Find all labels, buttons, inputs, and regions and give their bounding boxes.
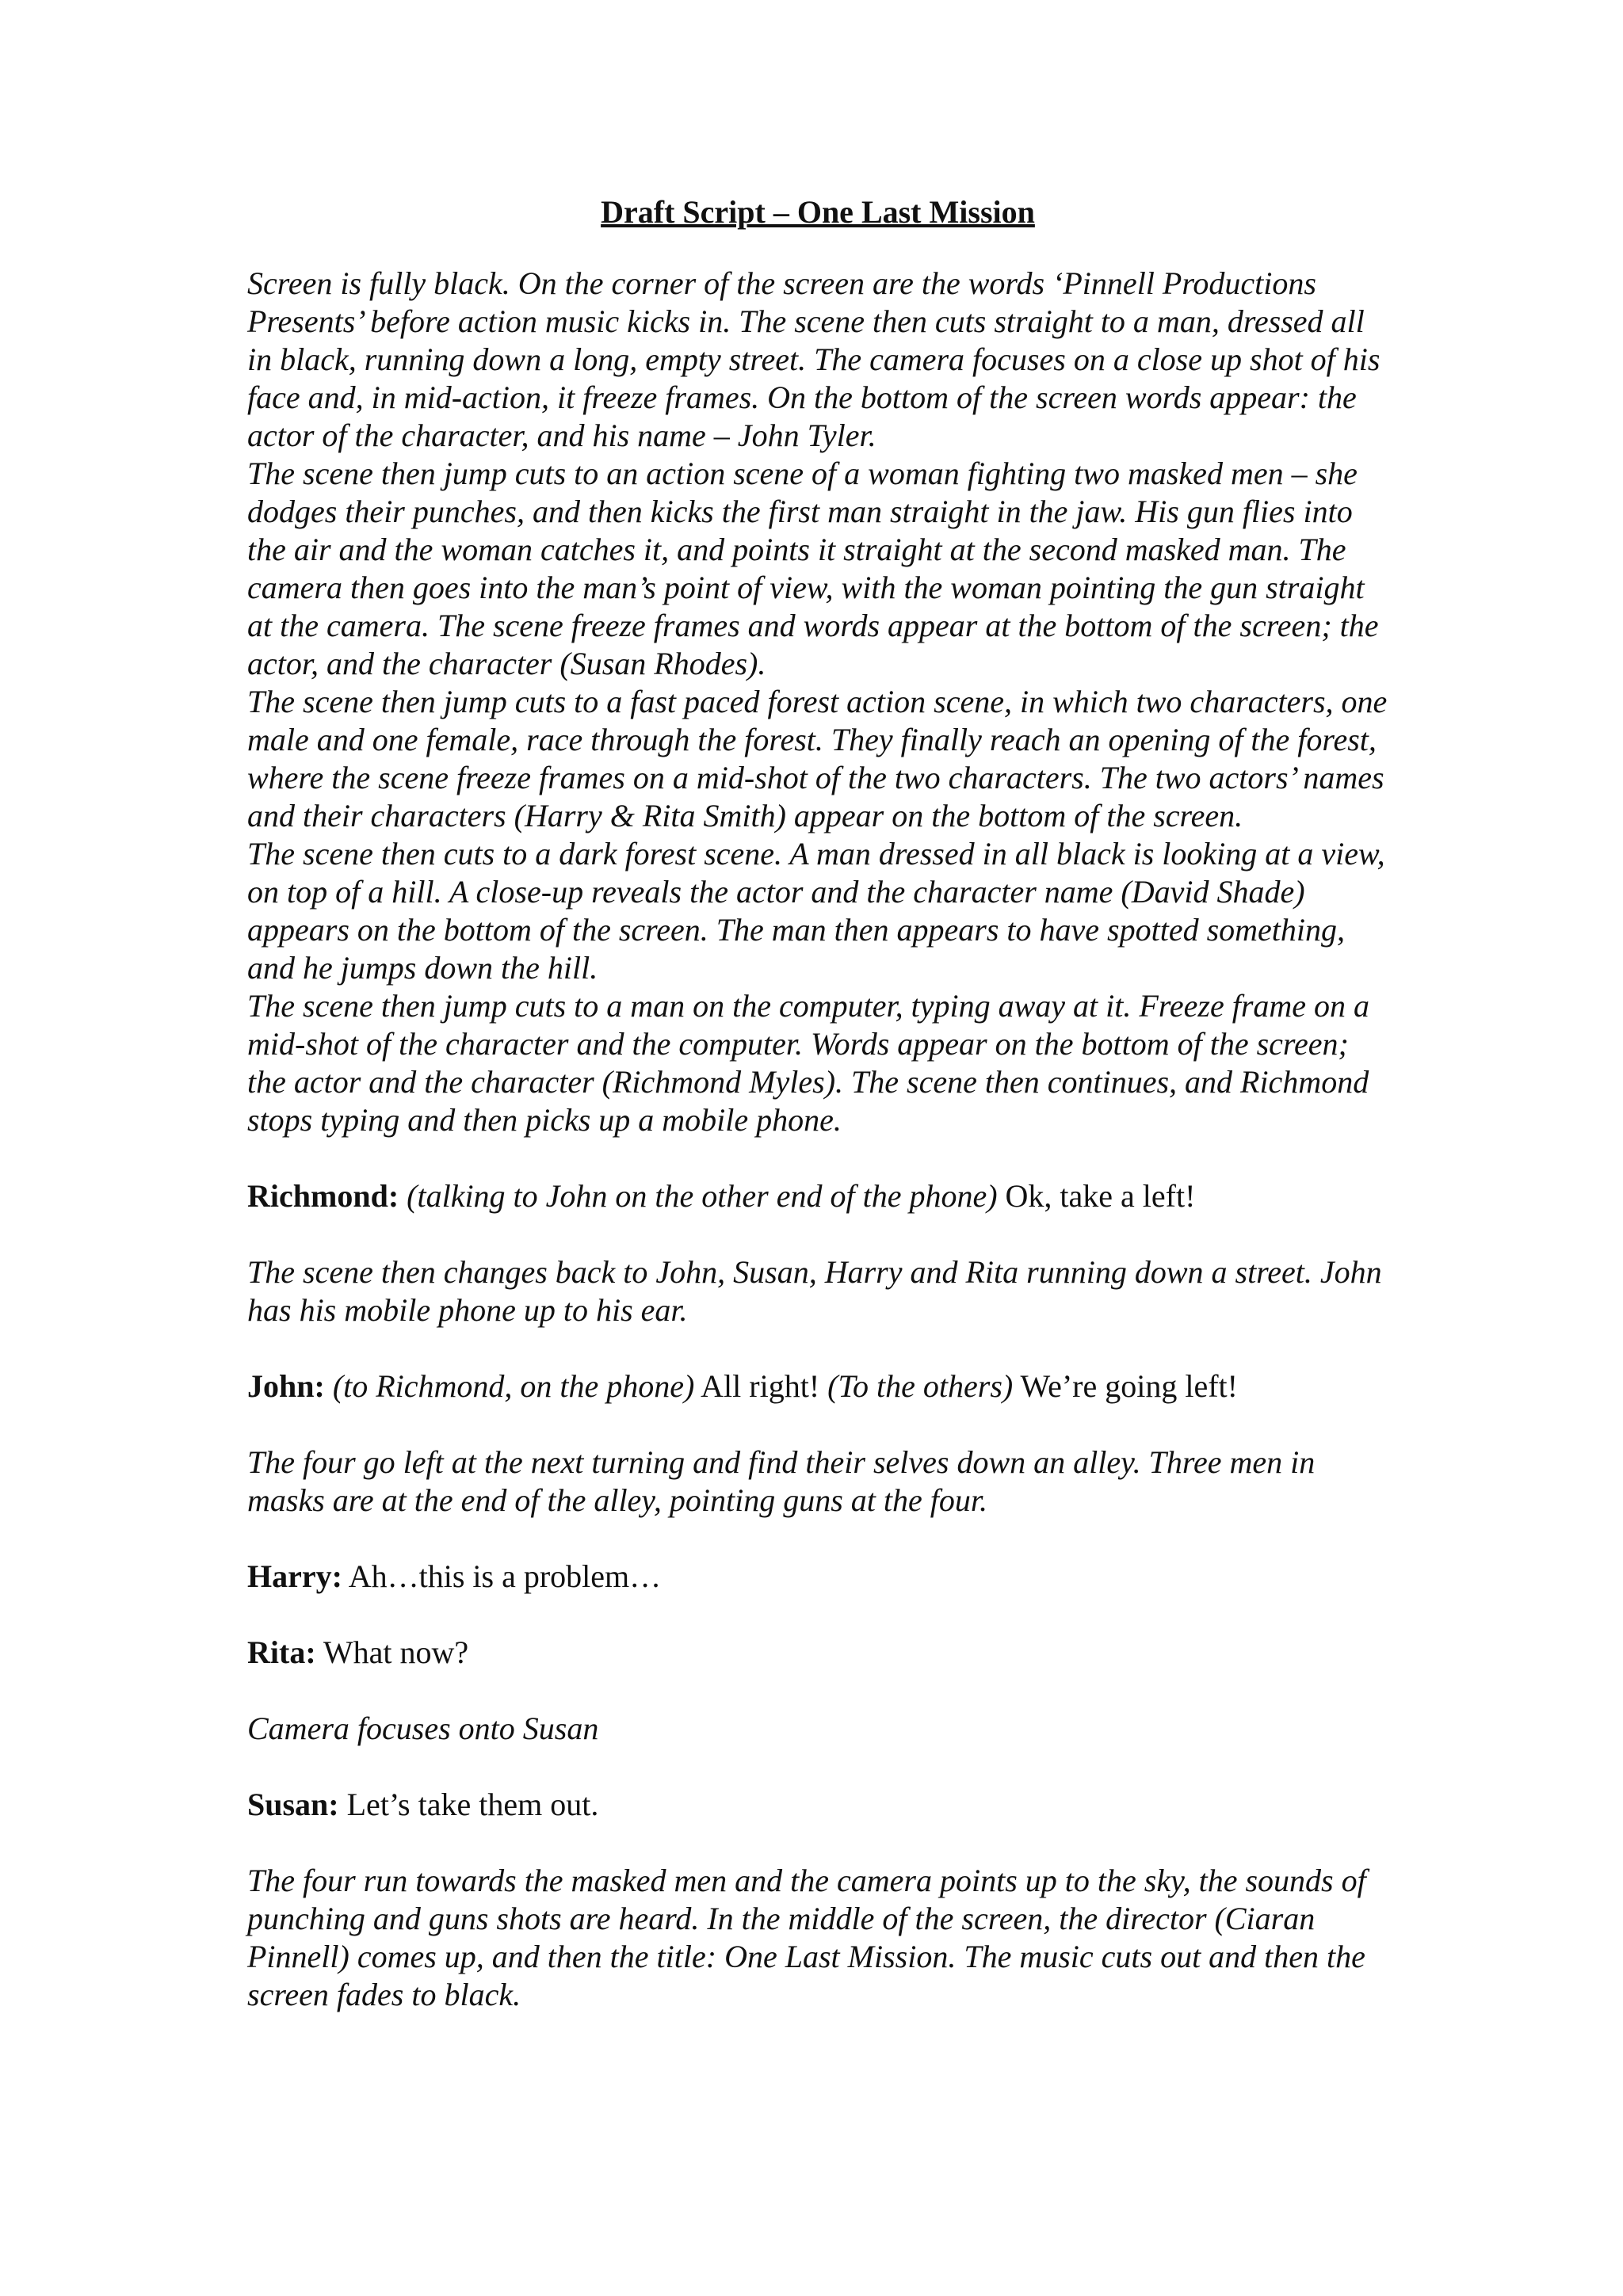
dialogue-john bbox=[247, 1367, 1388, 1405]
scene-paragraph-5: The scene then jump cuts to a man on the computer, typing away at it. Freeze frame on a mid-shot of the character and the computer. Words appear on the bottom of the screen; the actor and the character (Richmond Myles). The scene then continues, and Richmond stops typing and then picks up a mobile phone. bbox=[247, 988, 1370, 1138]
dialogue-text: All right! bbox=[701, 1368, 820, 1404]
dialogue-text: Ah…this is a problem… bbox=[348, 1558, 662, 1594]
scene-paragraph-2: The scene then jump cuts to an action scene of a woman fighting two masked men – she dodges their punches, and then kicks the first man straight in the jaw. His gun flies into the air and the woman catches it, and points it straight at the second masked man. The camera then goes into the man’s point of view, with the woman pointing the gun straight at the camera. The scene freeze frames and words appear at the bottom of the screen; the actor, and the character (Susan Rhodes). bbox=[247, 456, 1379, 681]
speaker-name: Richmond: bbox=[247, 1178, 399, 1214]
stage-direction-paragraph: Camera focuses onto Susan bbox=[247, 1711, 599, 1746]
dialogue-richmond bbox=[247, 1177, 1388, 1215]
stage-direction-paragraph: The four run towards the masked men and the camera points up to the sky, the sounds of punching and guns shots are heard. In the middle of the screen, the director (Ciaran Pinnell) comes up, and then the title: One Last Mission. The music cuts out and then the screen fades to black. bbox=[247, 1863, 1366, 2012]
script-page bbox=[247, 190, 1388, 2014]
speaker-name: John: bbox=[247, 1368, 325, 1404]
scene-paragraph-4: The scene then cuts to a dark forest scene. A man dressed in all black is looking at a view, on top of a hill. A close-up reveals the actor and the character name (David Shade) appears on the bottom of the screen. The man then appears to have spotted something, and he jumps down the hill. bbox=[247, 836, 1385, 986]
stage-direction: (To the others) bbox=[827, 1368, 1014, 1404]
dialogue-harry bbox=[247, 1558, 1388, 1596]
spacer bbox=[247, 1672, 1388, 1710]
dialogue-susan bbox=[247, 1786, 1388, 1824]
scene-paragraph-3: The scene then jump cuts to a fast paced forest action scene, in which two characters, one male and one female, race through the forest. They finally reach an opening of the forest, where the scene freeze frames on a mid-shot of the two characters. The two actors’ names and their characters (Harry & Rita Smith) appear on the bottom of the screen. bbox=[247, 684, 1388, 833]
spacer bbox=[247, 1824, 1388, 1862]
dialogue-text: Let’s take them out. bbox=[346, 1787, 599, 1822]
spacer bbox=[247, 1329, 1388, 1367]
stage-direction-paragraph: The scene then changes back to John, Susan, Harry and Rita running down a street. John has his mobile phone up to his ear. bbox=[247, 1254, 1382, 1328]
spacer bbox=[247, 1748, 1388, 1786]
spacer bbox=[247, 1215, 1388, 1253]
spacer bbox=[247, 1405, 1388, 1444]
stage-direction: (talking to John on the other end of the phone) bbox=[407, 1178, 998, 1214]
stage-direction-paragraph: The four go left at the next turning and find their selves down an alley. Three men in masks are at the end of the alley, pointing guns at the four. bbox=[247, 1444, 1316, 1518]
speaker-name: Susan: bbox=[247, 1787, 339, 1822]
dialogue-text: What now? bbox=[323, 1634, 469, 1670]
dialogue-text: Ok, take a left! bbox=[1005, 1178, 1196, 1214]
document-title: Draft Script – One Last Mission bbox=[601, 194, 1035, 230]
dialogue-text: We’re going left! bbox=[1020, 1368, 1238, 1404]
spacer bbox=[247, 1139, 1388, 1177]
speaker-name: Harry: bbox=[247, 1558, 342, 1594]
stage-direction: (to Richmond, on the phone) bbox=[332, 1368, 695, 1404]
spacer bbox=[247, 1596, 1388, 1634]
dialogue-rita bbox=[247, 1634, 1388, 1672]
scene-paragraph-1: Screen is fully black. On the corner of the screen are the words ‘Pinnell Productions Presents’ before action music kicks in. The scene then cuts straight to a man, dressed all in black, running down a long, empty street. The camera focuses on a close up shot of his face and, in mid-action, it freeze frames. On the bottom of the screen words appear: the actor of the character, and his name – John Tyler. bbox=[247, 265, 1381, 453]
speaker-name: Rita: bbox=[247, 1634, 316, 1670]
spacer bbox=[247, 1520, 1388, 1558]
